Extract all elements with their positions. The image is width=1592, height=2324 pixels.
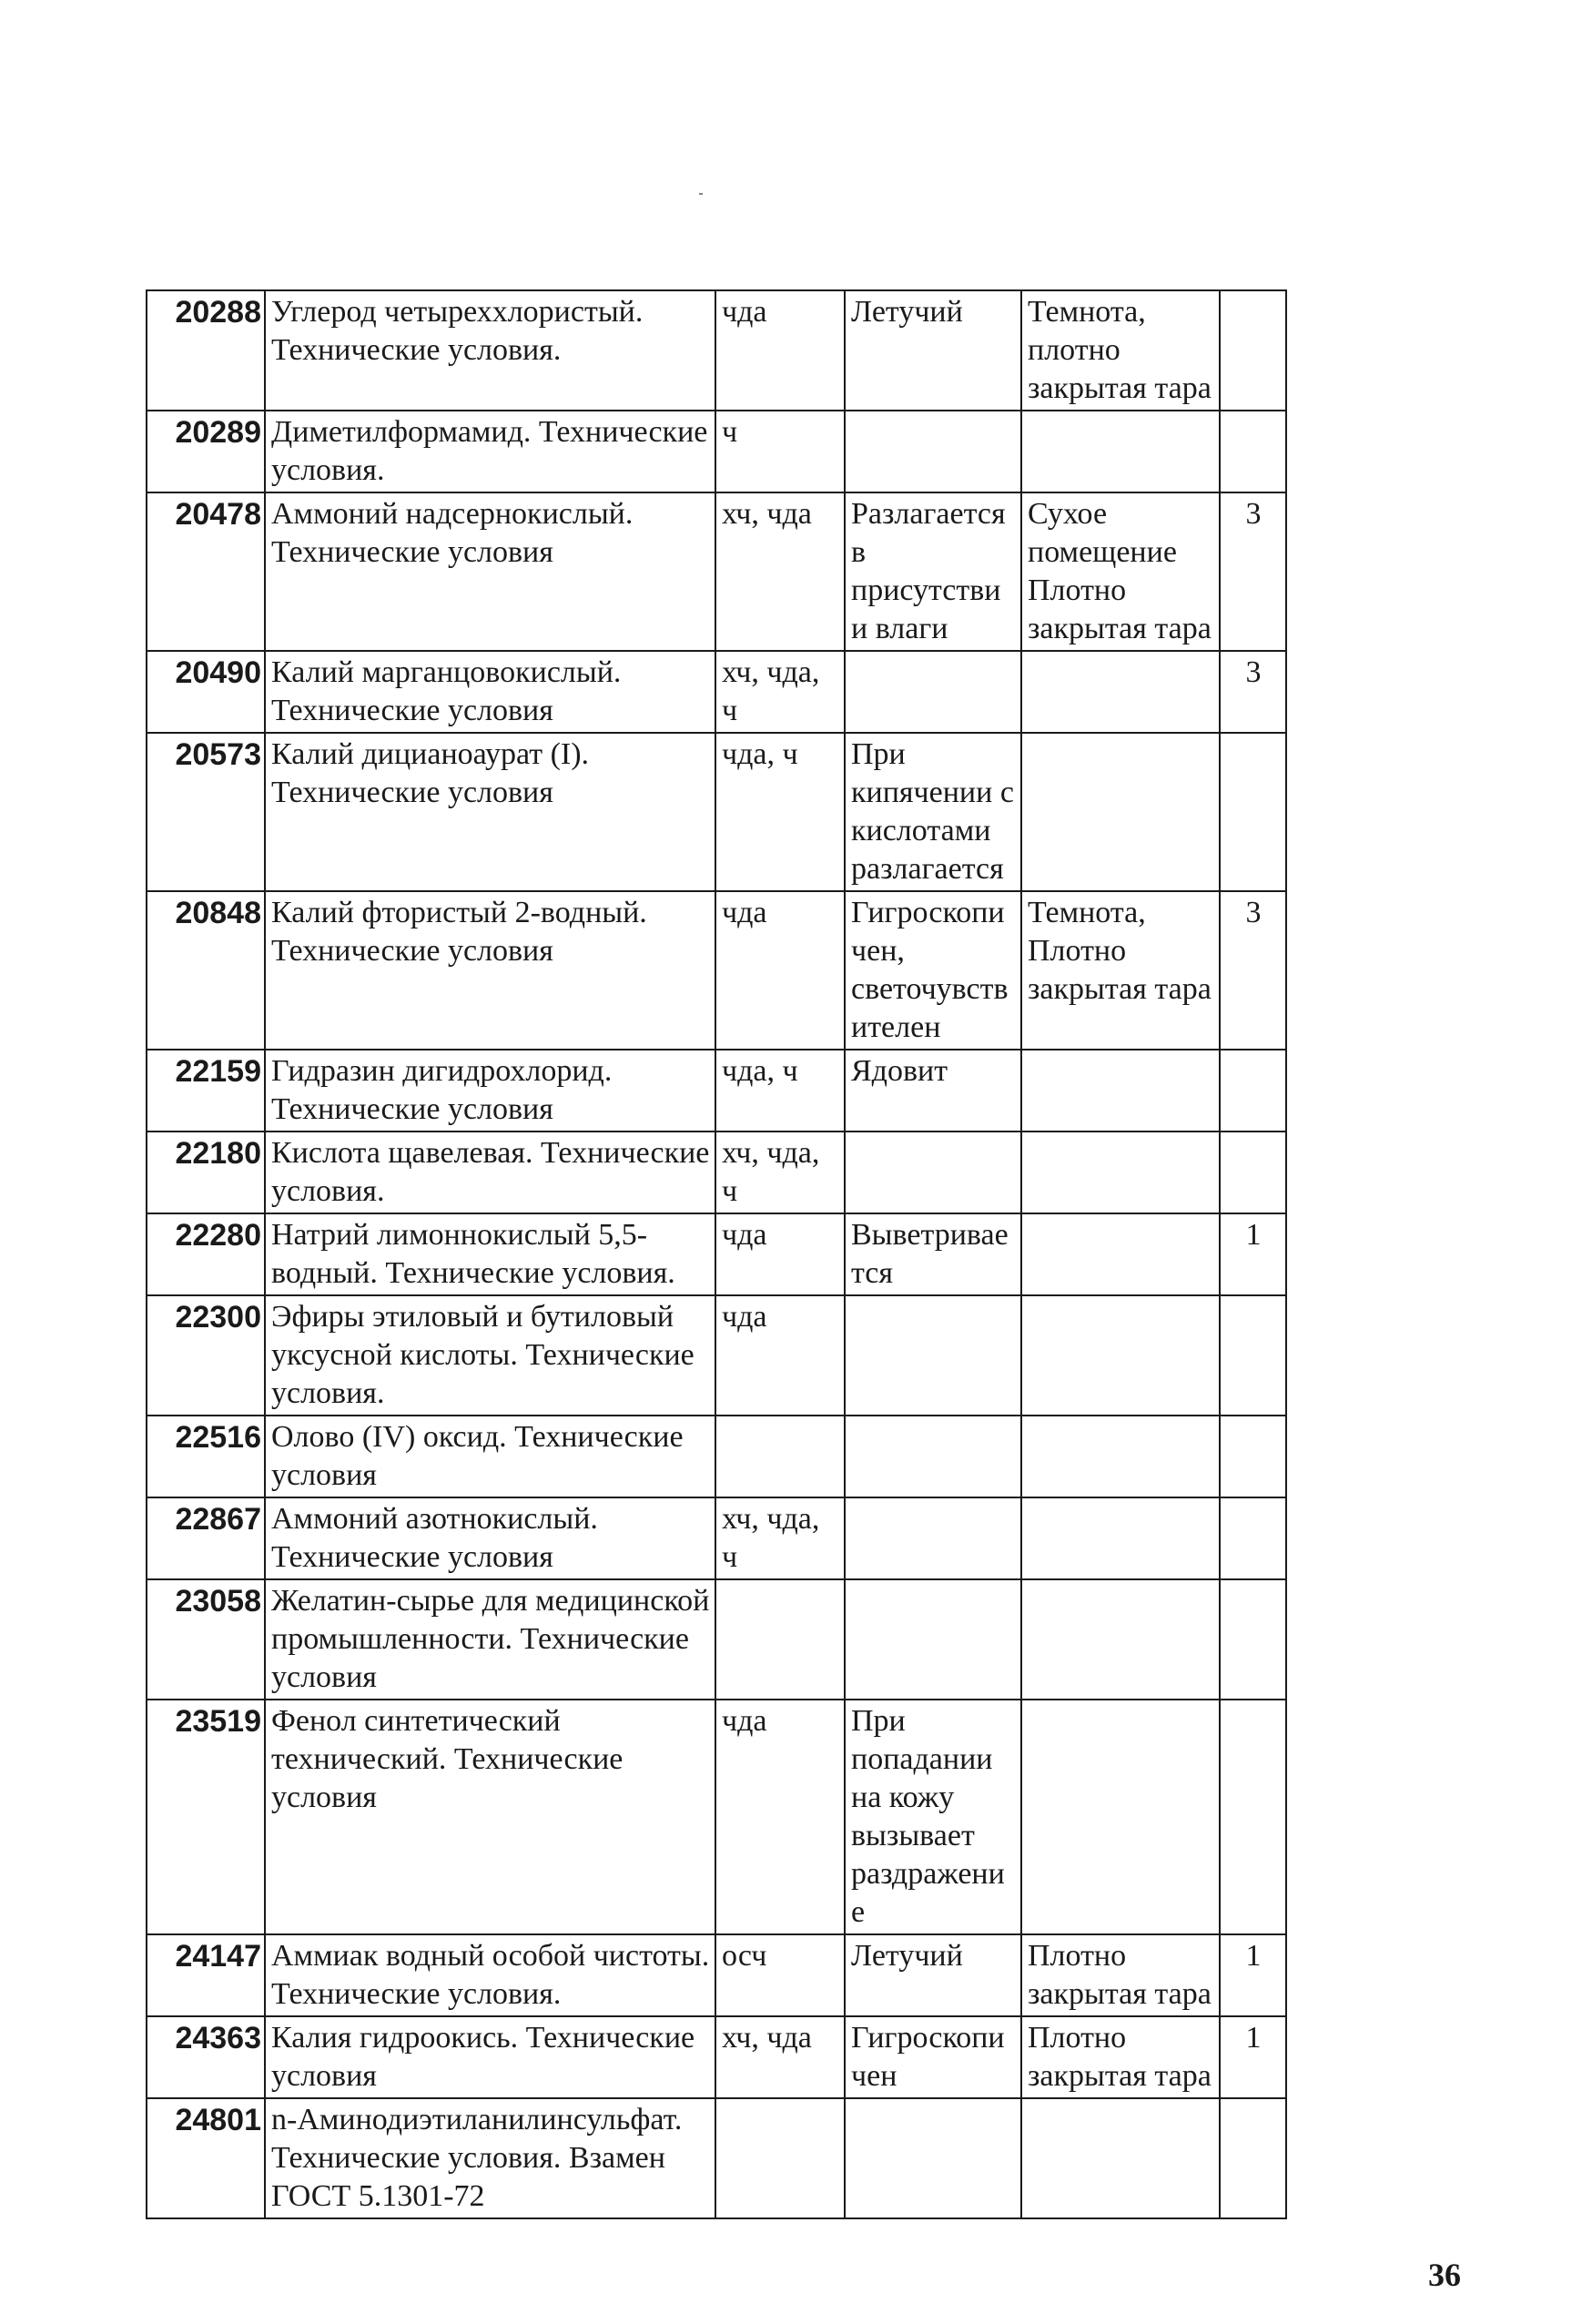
storage-conditions-cell	[1021, 1213, 1220, 1295]
table-row	[147, 1295, 1286, 1416]
standard-title-cell: Олово (IV) оксид. Технические условия	[265, 1416, 715, 1497]
standard-title-cell: n-Аминодиэтиланилинсульфат. Технические условия. Взамен ГОСТ 5.1301-72	[265, 2098, 715, 2218]
storage-conditions-cell: Темнота, плотно закрытая тара	[1021, 290, 1220, 411]
category-cell	[1220, 1132, 1286, 1213]
category-cell: 3	[1220, 651, 1286, 733]
purity-grade-cell: чда	[715, 1213, 845, 1295]
table-row	[147, 1579, 1286, 1700]
table-row	[147, 1132, 1286, 1213]
standard-number-cell: 24147	[147, 1934, 265, 2016]
standard-title-cell: Аммиак водный особой чистоты. Технические условия.	[265, 1934, 715, 2016]
property-cell: При кипячении с кислотами разлагается	[845, 733, 1021, 891]
category-cell	[1220, 411, 1286, 492]
purity-grade-cell: хч, чда, ч	[715, 1132, 845, 1213]
category-cell: 3	[1220, 891, 1286, 1050]
standard-number-cell: 22280	[147, 1213, 265, 1295]
standard-title-cell: Гидразин дигидрохлорид. Технические условия	[265, 1050, 715, 1132]
storage-conditions-cell	[1021, 2098, 1220, 2218]
category-cell	[1220, 1579, 1286, 1700]
standard-title-cell: Аммоний азотнокислый. Технические условия	[265, 1497, 715, 1579]
property-cell: Выветривается	[845, 1213, 1021, 1295]
purity-grade-cell: хч, чда	[715, 2016, 845, 2098]
table-row	[147, 2098, 1286, 2218]
property-cell: Ядовит	[845, 1050, 1021, 1132]
table-row	[147, 1934, 1286, 2016]
standard-number-cell: 22180	[147, 1132, 265, 1213]
standard-title-cell: Эфиры этиловый и бутиловый уксусной кислоты. Технические условия.	[265, 1295, 715, 1416]
purity-grade-cell	[715, 2098, 845, 2218]
table-row	[147, 411, 1286, 492]
property-cell: Гигроскопичен, светочувствителен	[845, 891, 1021, 1050]
standard-title-cell: Натрий лимоннокислый 5,5-водный. Технические условия.	[265, 1213, 715, 1295]
standards-table-body	[147, 290, 1286, 2218]
category-cell: 1	[1220, 2016, 1286, 2098]
standard-number-cell: 20490	[147, 651, 265, 733]
storage-conditions-cell: Сухое помещение Плотно закрытая тара	[1021, 492, 1220, 651]
standard-title-cell: Калий дицианоаурат (I). Технические условия	[265, 733, 715, 891]
property-cell	[845, 1416, 1021, 1497]
table-row	[147, 2016, 1286, 2098]
category-cell	[1220, 1295, 1286, 1416]
property-cell: Гигроскопичен	[845, 2016, 1021, 2098]
table-row	[147, 1050, 1286, 1132]
storage-conditions-cell: Плотно закрытая тара	[1021, 2016, 1220, 2098]
standard-title-cell: Калий марганцовокислый. Технические условия	[265, 651, 715, 733]
standard-number-cell: 22159	[147, 1050, 265, 1132]
purity-grade-cell: хч, чда, ч	[715, 1497, 845, 1579]
storage-conditions-cell	[1021, 411, 1220, 492]
storage-conditions-cell	[1021, 1050, 1220, 1132]
standard-title-cell: Кислота щавелевая. Технические условия.	[265, 1132, 715, 1213]
category-cell	[1220, 1497, 1286, 1579]
category-cell	[1220, 733, 1286, 891]
property-cell	[845, 411, 1021, 492]
purity-grade-cell	[715, 1416, 845, 1497]
standard-number-cell: 20848	[147, 891, 265, 1050]
storage-conditions-cell: Плотно закрытая тара	[1021, 1934, 1220, 2016]
property-cell: Разлагается в присутствии влаги	[845, 492, 1021, 651]
table-row	[147, 492, 1286, 651]
standard-title-cell: Фенол синтетический технический. Технические условия	[265, 1700, 715, 1934]
property-cell: При попадании на кожу вызывает раздражение	[845, 1700, 1021, 1934]
category-cell: 1	[1220, 1213, 1286, 1295]
table-row	[147, 290, 1286, 411]
storage-conditions-cell	[1021, 733, 1220, 891]
standard-number-cell: 20573	[147, 733, 265, 891]
standard-number-cell: 20288	[147, 290, 265, 411]
storage-conditions-cell	[1021, 1416, 1220, 1497]
standard-number-cell: 20289	[147, 411, 265, 492]
category-cell: 1	[1220, 1934, 1286, 2016]
standard-number-cell: 20478	[147, 492, 265, 651]
category-cell	[1220, 1700, 1286, 1934]
standard-title-cell: Диметилформамид. Технические условия.	[265, 411, 715, 492]
property-cell	[845, 2098, 1021, 2218]
standard-number-cell: 24363	[147, 2016, 265, 2098]
table-row	[147, 1700, 1286, 1934]
purity-grade-cell: чда	[715, 290, 845, 411]
purity-grade-cell: ч	[715, 411, 845, 492]
storage-conditions-cell: Темнота, Плотно закрытая тара	[1021, 891, 1220, 1050]
property-cell	[845, 1132, 1021, 1213]
table-row	[147, 1213, 1286, 1295]
purity-grade-cell: чда	[715, 1295, 845, 1416]
category-cell	[1220, 290, 1286, 411]
standard-title-cell: Калия гидроокись. Технические условия	[265, 2016, 715, 2098]
table-row	[147, 1497, 1286, 1579]
standard-number-cell: 22300	[147, 1295, 265, 1416]
standard-number-cell: 23058	[147, 1579, 265, 1700]
table-row	[147, 1416, 1286, 1497]
category-cell: 3	[1220, 492, 1286, 651]
property-cell	[845, 1497, 1021, 1579]
standard-number-cell: 22516	[147, 1416, 265, 1497]
storage-conditions-cell	[1021, 1497, 1220, 1579]
standards-table	[146, 289, 1287, 2219]
storage-conditions-cell	[1021, 1132, 1220, 1213]
table-row	[147, 651, 1286, 733]
purity-grade-cell: хч, чда	[715, 492, 845, 651]
table-row	[147, 733, 1286, 891]
table-row	[147, 891, 1286, 1050]
purity-grade-cell: чда	[715, 891, 845, 1050]
standard-number-cell: 24801	[147, 2098, 265, 2218]
standard-number-cell: 22867	[147, 1497, 265, 1579]
page-number: 36	[1428, 2257, 1461, 2293]
purity-grade-cell: осч	[715, 1934, 845, 2016]
purity-grade-cell	[715, 1579, 845, 1700]
storage-conditions-cell	[1021, 1295, 1220, 1416]
standard-title-cell: Аммоний надсернокислый. Технические условия	[265, 492, 715, 651]
property-cell	[845, 651, 1021, 733]
category-cell	[1220, 1050, 1286, 1132]
category-cell	[1220, 1416, 1286, 1497]
scan-speck	[699, 193, 703, 195]
purity-grade-cell: чда, ч	[715, 733, 845, 891]
storage-conditions-cell	[1021, 1700, 1220, 1934]
purity-grade-cell: чда, ч	[715, 1050, 845, 1132]
purity-grade-cell: хч, чда, ч	[715, 651, 845, 733]
category-cell	[1220, 2098, 1286, 2218]
property-cell	[845, 1579, 1021, 1700]
property-cell: Летучий	[845, 1934, 1021, 2016]
standard-title-cell: Углерод четыреххлористый. Технические условия.	[265, 290, 715, 411]
purity-grade-cell: чда	[715, 1700, 845, 1934]
property-cell	[845, 1295, 1021, 1416]
standard-number-cell: 23519	[147, 1700, 265, 1934]
standard-title-cell: Калий фтористый 2-водный. Технические условия	[265, 891, 715, 1050]
standard-title-cell: Желатин-сырье для медицинской промышленности. Технические условия	[265, 1579, 715, 1700]
storage-conditions-cell	[1021, 651, 1220, 733]
property-cell: Летучий	[845, 290, 1021, 411]
storage-conditions-cell	[1021, 1579, 1220, 1700]
